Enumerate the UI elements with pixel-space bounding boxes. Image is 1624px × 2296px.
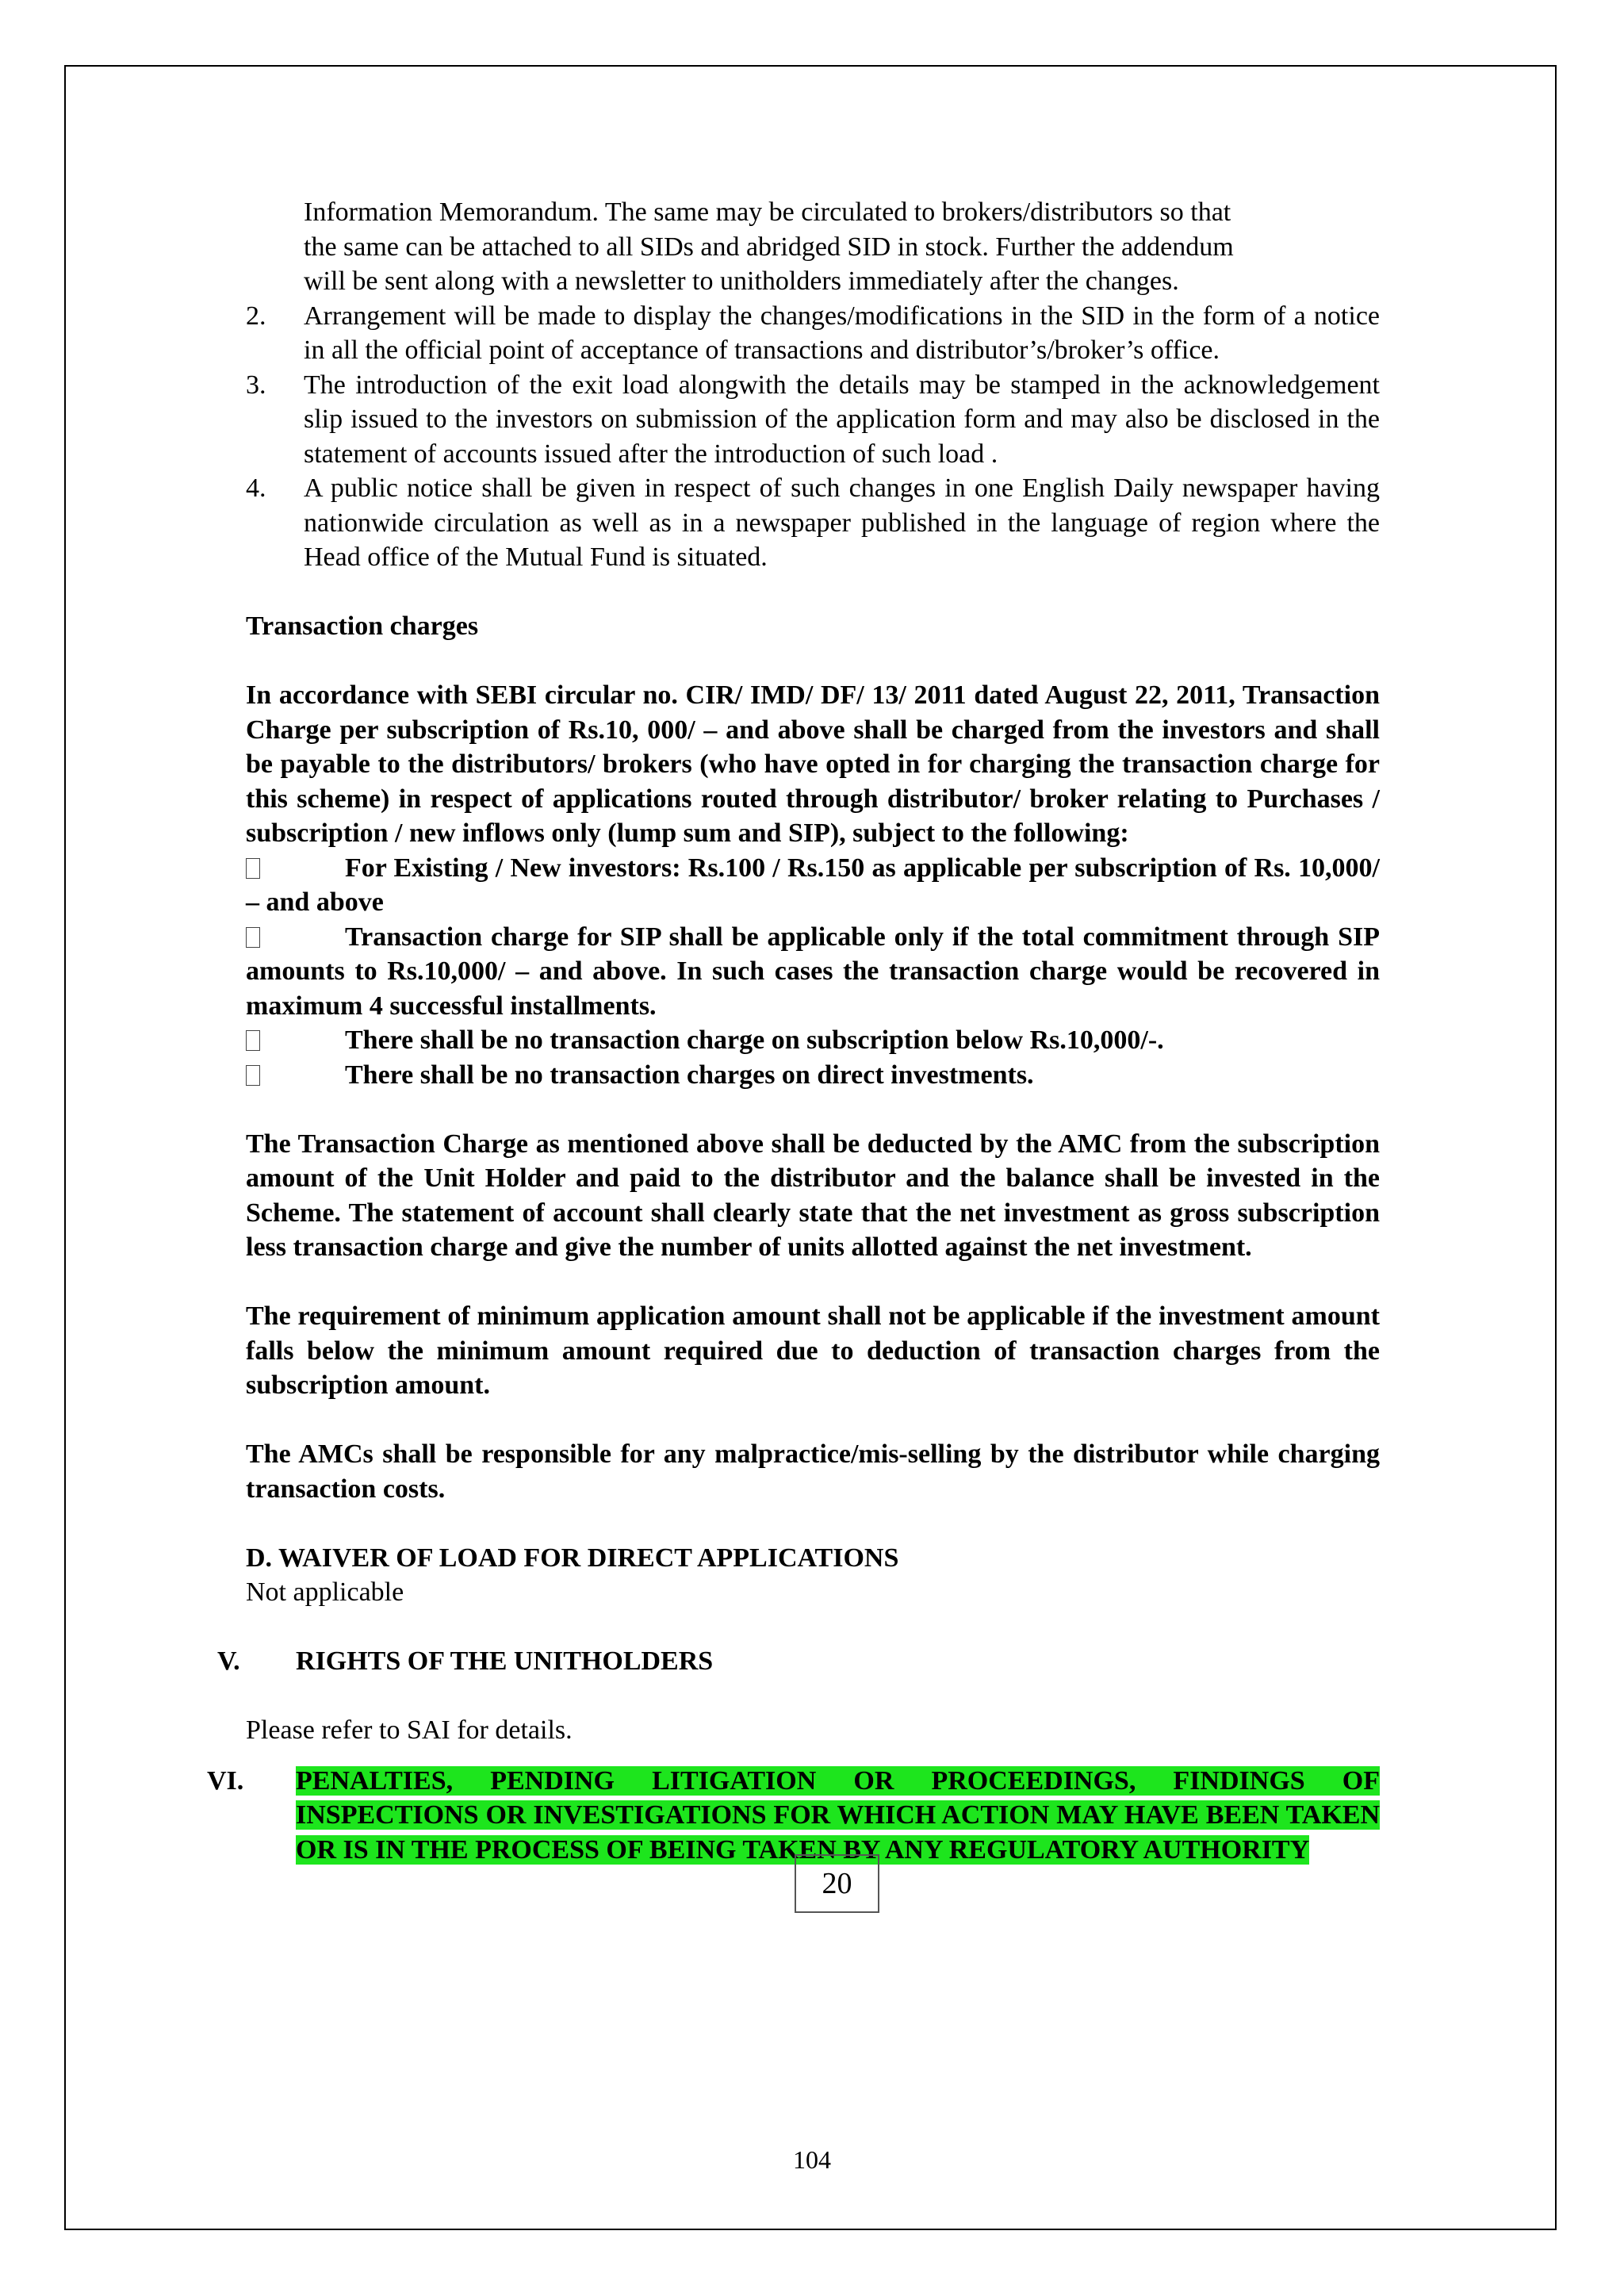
section-d-heading: D. WAIVER OF LOAD FOR DIRECT APPLICATIONS <box>246 1543 899 1573</box>
bullet-box-icon <box>246 927 260 948</box>
section-d-text: Not applicable <box>246 1577 404 1607</box>
bullet-box-icon <box>246 858 260 879</box>
continuation-paragraph <box>246 195 1380 299</box>
continuation-line: the same can be attached to all SIDs and abridged SID in stock. Further the addendum <box>304 232 1234 262</box>
section-vi-numeral: VI. <box>207 1765 244 1796</box>
document-body <box>207 195 1380 1867</box>
item-text: The introduction of the exit load alongwith the details may be stamped in the acknowledgement slip issued to the investors on submission of the application form and may also be disclosed in the statement of accounts issued after the introduction of such load . <box>304 370 1380 469</box>
minimum-amount-paragraph: The requirement of minimum application amount shall not be applicable if the investment amount falls below the minimum amount required due to deduction of transaction charges from the subscription amount. <box>246 1301 1380 1400</box>
bullet-item: There shall be no transaction charges on direct investments. <box>246 1058 1380 1093</box>
section-v-numeral: V. <box>217 1646 240 1676</box>
section-vi-heading <box>207 1764 1380 1868</box>
bullet-box-icon <box>246 1030 260 1051</box>
bullet-item: For Existing / New investors: Rs.100 / Rs.150 as applicable per subscription of Rs. 10,000/ – and above <box>246 853 1380 917</box>
item-number: 2. <box>246 301 266 331</box>
bullet-box-icon <box>246 1065 260 1086</box>
numbered-item-2 <box>246 299 1380 368</box>
item-text: Arrangement will be made to display the changes/modifications in the SID in the form of a notice in all the official point of acceptance of transactions and distributor’s/broker’s office. <box>304 301 1380 365</box>
section-v-heading: V. RIGHTS OF THE UNITHOLDERS <box>246 1644 1380 1679</box>
bullet-item: Transaction charge for SIP shall be applicable only if the total commitment through SIP amounts to Rs.10,000/ – and above. In such cases the transaction charge would be recovered in maximum 4 successful installments. <box>246 922 1380 1021</box>
numbered-item-3 <box>246 368 1380 472</box>
bullet-item: There shall be no transaction charge on subscription below Rs.10,000/-. <box>246 1023 1380 1058</box>
item-number: 3. <box>246 370 266 400</box>
continuation-line: Information Memorandum. The same may be circulated to brokers/distributors so that <box>304 197 1231 227</box>
amc-responsibility-paragraph: The AMCs shall be responsible for any malpractice/mis-selling by the distributor while charging transaction costs. <box>246 1439 1380 1504</box>
continuation-line: will be sent along with a newsletter to unitholders immediately after the changes. <box>304 266 1179 296</box>
numbered-item-4 <box>246 471 1380 575</box>
item-text: A public notice shall be given in respect of such changes in one English Daily newspaper having nationwide circulation as well as in a newspaper published in the language of region where the Head office of the Mutual Fund is situated. <box>304 473 1380 572</box>
transaction-deduction-paragraph: The Transaction Charge as mentioned above shall be deducted by the AMC from the subscription amount of the Unit Holder and paid to the distributor and the balance shall be invested in the Scheme. The statement of account shall clearly state that the net investment as gross subscription less transaction charge and give the number of units allotted against the net investment. <box>246 1129 1380 1262</box>
transaction-charges-heading: Transaction charges <box>246 611 479 641</box>
transaction-intro-paragraph: In accordance with SEBI circular no. CIR/ IMD/ DF/ 13/ 2011 dated August 22, 2011, Transaction Charge per subscription of Rs.10, 000/ – and above shall be charged from the investors and shall be payable to the distributors/ brokers (who have opted in for charging the transaction charge for this scheme) in respect of applications routed through distributor/ broker relating to Purchases / subscription / new inflows only (lump sum and SIP), subject to the following: <box>246 680 1380 848</box>
highlighted-heading: PENALTIES, PENDING LITIGATION OR PROCEEDINGS, FINDINGS OF INSPECTIONS OR INVESTIGATIONS FOR WHICH ACTION MAY HAVE BEEN TAKEN OR IS IN THE PROCESS OF BEING TAKEN BY ANY REGULATORY AUTHORITY <box>296 1765 1380 1865</box>
section-v-text: Please refer to SAI for details. <box>246 1715 573 1745</box>
item-number: 4. <box>246 473 266 503</box>
page-number: 104 <box>793 2145 831 2174</box>
boxed-number: 20 <box>795 1854 879 1913</box>
